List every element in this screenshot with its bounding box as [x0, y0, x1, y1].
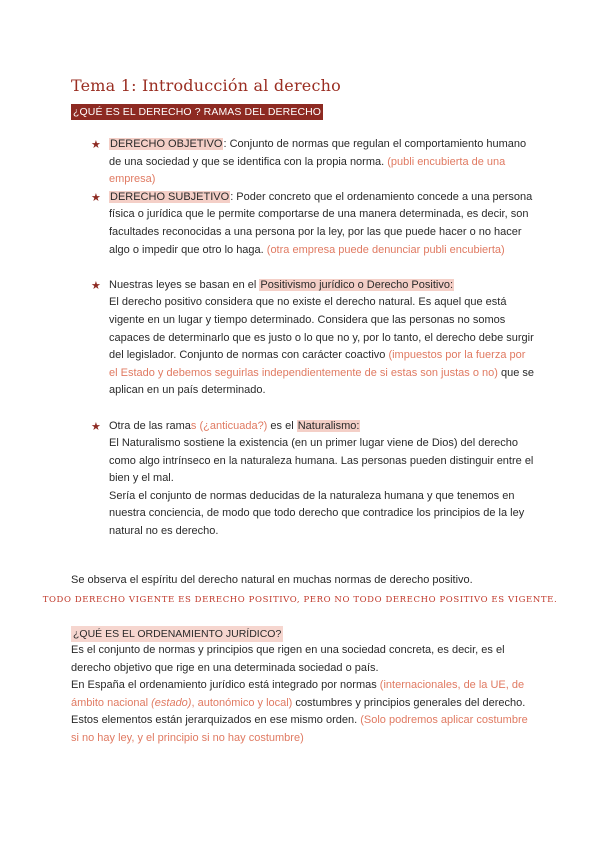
- bullet-text: : Poder concreto que el ordenamiento concede a una persona física o jurídica que le permite comportarse de una manera determinada, es decir, son facultades reconocidas a una persona por la ley, por las que puede hacer o no hacer algo o impedir que otro lo haga.: [109, 190, 533, 256]
- bullet-positivismo: [91, 277, 536, 400]
- section-heading-ordenamiento: ¿QUÉ ES EL ORDENAMIENTO JURÍDICO?: [73, 628, 282, 640]
- term-highlight: DERECHO OBJETIVO: [110, 138, 223, 150]
- bullet-lead: Nuestras leyes se basan en el: [109, 278, 260, 291]
- star-bullet-icon: ★: [91, 190, 101, 204]
- bullet-naturalismo: [91, 418, 536, 541]
- paragraph-mid: costumbres y principios generales del derecho. Estos elementos están jerarquizados en ese mismo orden.: [71, 696, 526, 727]
- bullet-lead-2: es el: [267, 419, 297, 432]
- bullet-list-ramas: [91, 136, 536, 541]
- note-emphasis: (estado): [151, 696, 192, 709]
- page-title: Tema 1: Introducción al derecho: [71, 76, 341, 95]
- term-highlight: Positivismo jurídico o Derecho Positivo:: [260, 278, 453, 291]
- bullet-derecho-subjetivo: [91, 189, 536, 259]
- ordenamiento-body: [71, 642, 531, 748]
- margin-note: (Solo podremos aplicar costumbre si no hay ley, y el principio si no hay costumbre): [71, 714, 528, 744]
- paragraph-lead: En España el ordenamiento jurídico está integrado por normas: [71, 679, 380, 692]
- handwritten-quote: TODO DERECHO VIGENTE ES DERECHO POSITIVO, PERO NO TODO DERECHO POSITIVO ES VIGENTE.: [42, 595, 558, 605]
- margin-note: (impuestos por la fuerza por el Estado y debemos seguirlas independientemente de si estas son justas o no): [109, 349, 526, 379]
- margin-note: s (¿anticuada?): [190, 419, 268, 432]
- margin-note: (publi encubierta de una empresa): [109, 155, 506, 186]
- term-highlight: DERECHO SUBJETIVO: [110, 190, 230, 203]
- note-part: (internacionales, de la UE, de ámbito nacional: [71, 679, 525, 709]
- paragraph: [71, 677, 531, 747]
- bullet-text: : Conjunto de normas que regulan el comportamiento humano de una sociedad y que se identifica con la propia norma.: [109, 138, 527, 168]
- observation-text: Se observa el espíritu del derecho natural en muchas normas de derecho positivo.: [71, 574, 473, 586]
- bullet-derecho-objetivo: [91, 136, 536, 189]
- bullet-text: El Naturalismo sostiene la existencia (en un primer lugar viene de Dios) del derecho como algo intrínseco en la naturaleza humana. Las personas pueden distinguir entre el bien y el mal.: [109, 437, 534, 485]
- bullet-text: El derecho positivo considera que no existe el derecho natural. Es aquel que está vigente en un lugar y tiempo determinado. Considera que las personas no somos capaces de determinarlo que es justo o lo que no y, por lo tanto, el derecho debe surgir del legislador. Conjunto de normas con carácter coactivo: [109, 296, 534, 362]
- paragraph: Es el conjunto de normas y principios que rigen en una sociedad concreta, es decir, es el derecho objetivo que rige en una determinada sociedad o país.: [71, 644, 505, 674]
- section-heading-derecho: ¿QUÉ ES EL DERECHO ? RAMAS DEL DERECHO: [73, 106, 322, 118]
- margin-note: (otra empresa puede denunciar publi encubierta): [266, 243, 505, 256]
- bullet-text-2: Sería el conjunto de normas deducidas de la naturaleza humana y que tenemos en nuestra conciencia, de modo que todo derecho que contradice los principios de la ley natural no es derecho.: [109, 489, 525, 538]
- star-bullet-icon: ★: [91, 419, 101, 433]
- bullet-lead: Otra de las rama: [109, 419, 191, 432]
- term-highlight: Naturalismo:: [297, 419, 360, 432]
- star-bullet-icon: ★: [91, 138, 101, 151]
- bullet-text-tail: que se aplican en un país determinado.: [109, 366, 534, 397]
- note-part-end: , autonómico y local): [191, 696, 293, 709]
- star-bullet-icon: ★: [91, 278, 101, 292]
